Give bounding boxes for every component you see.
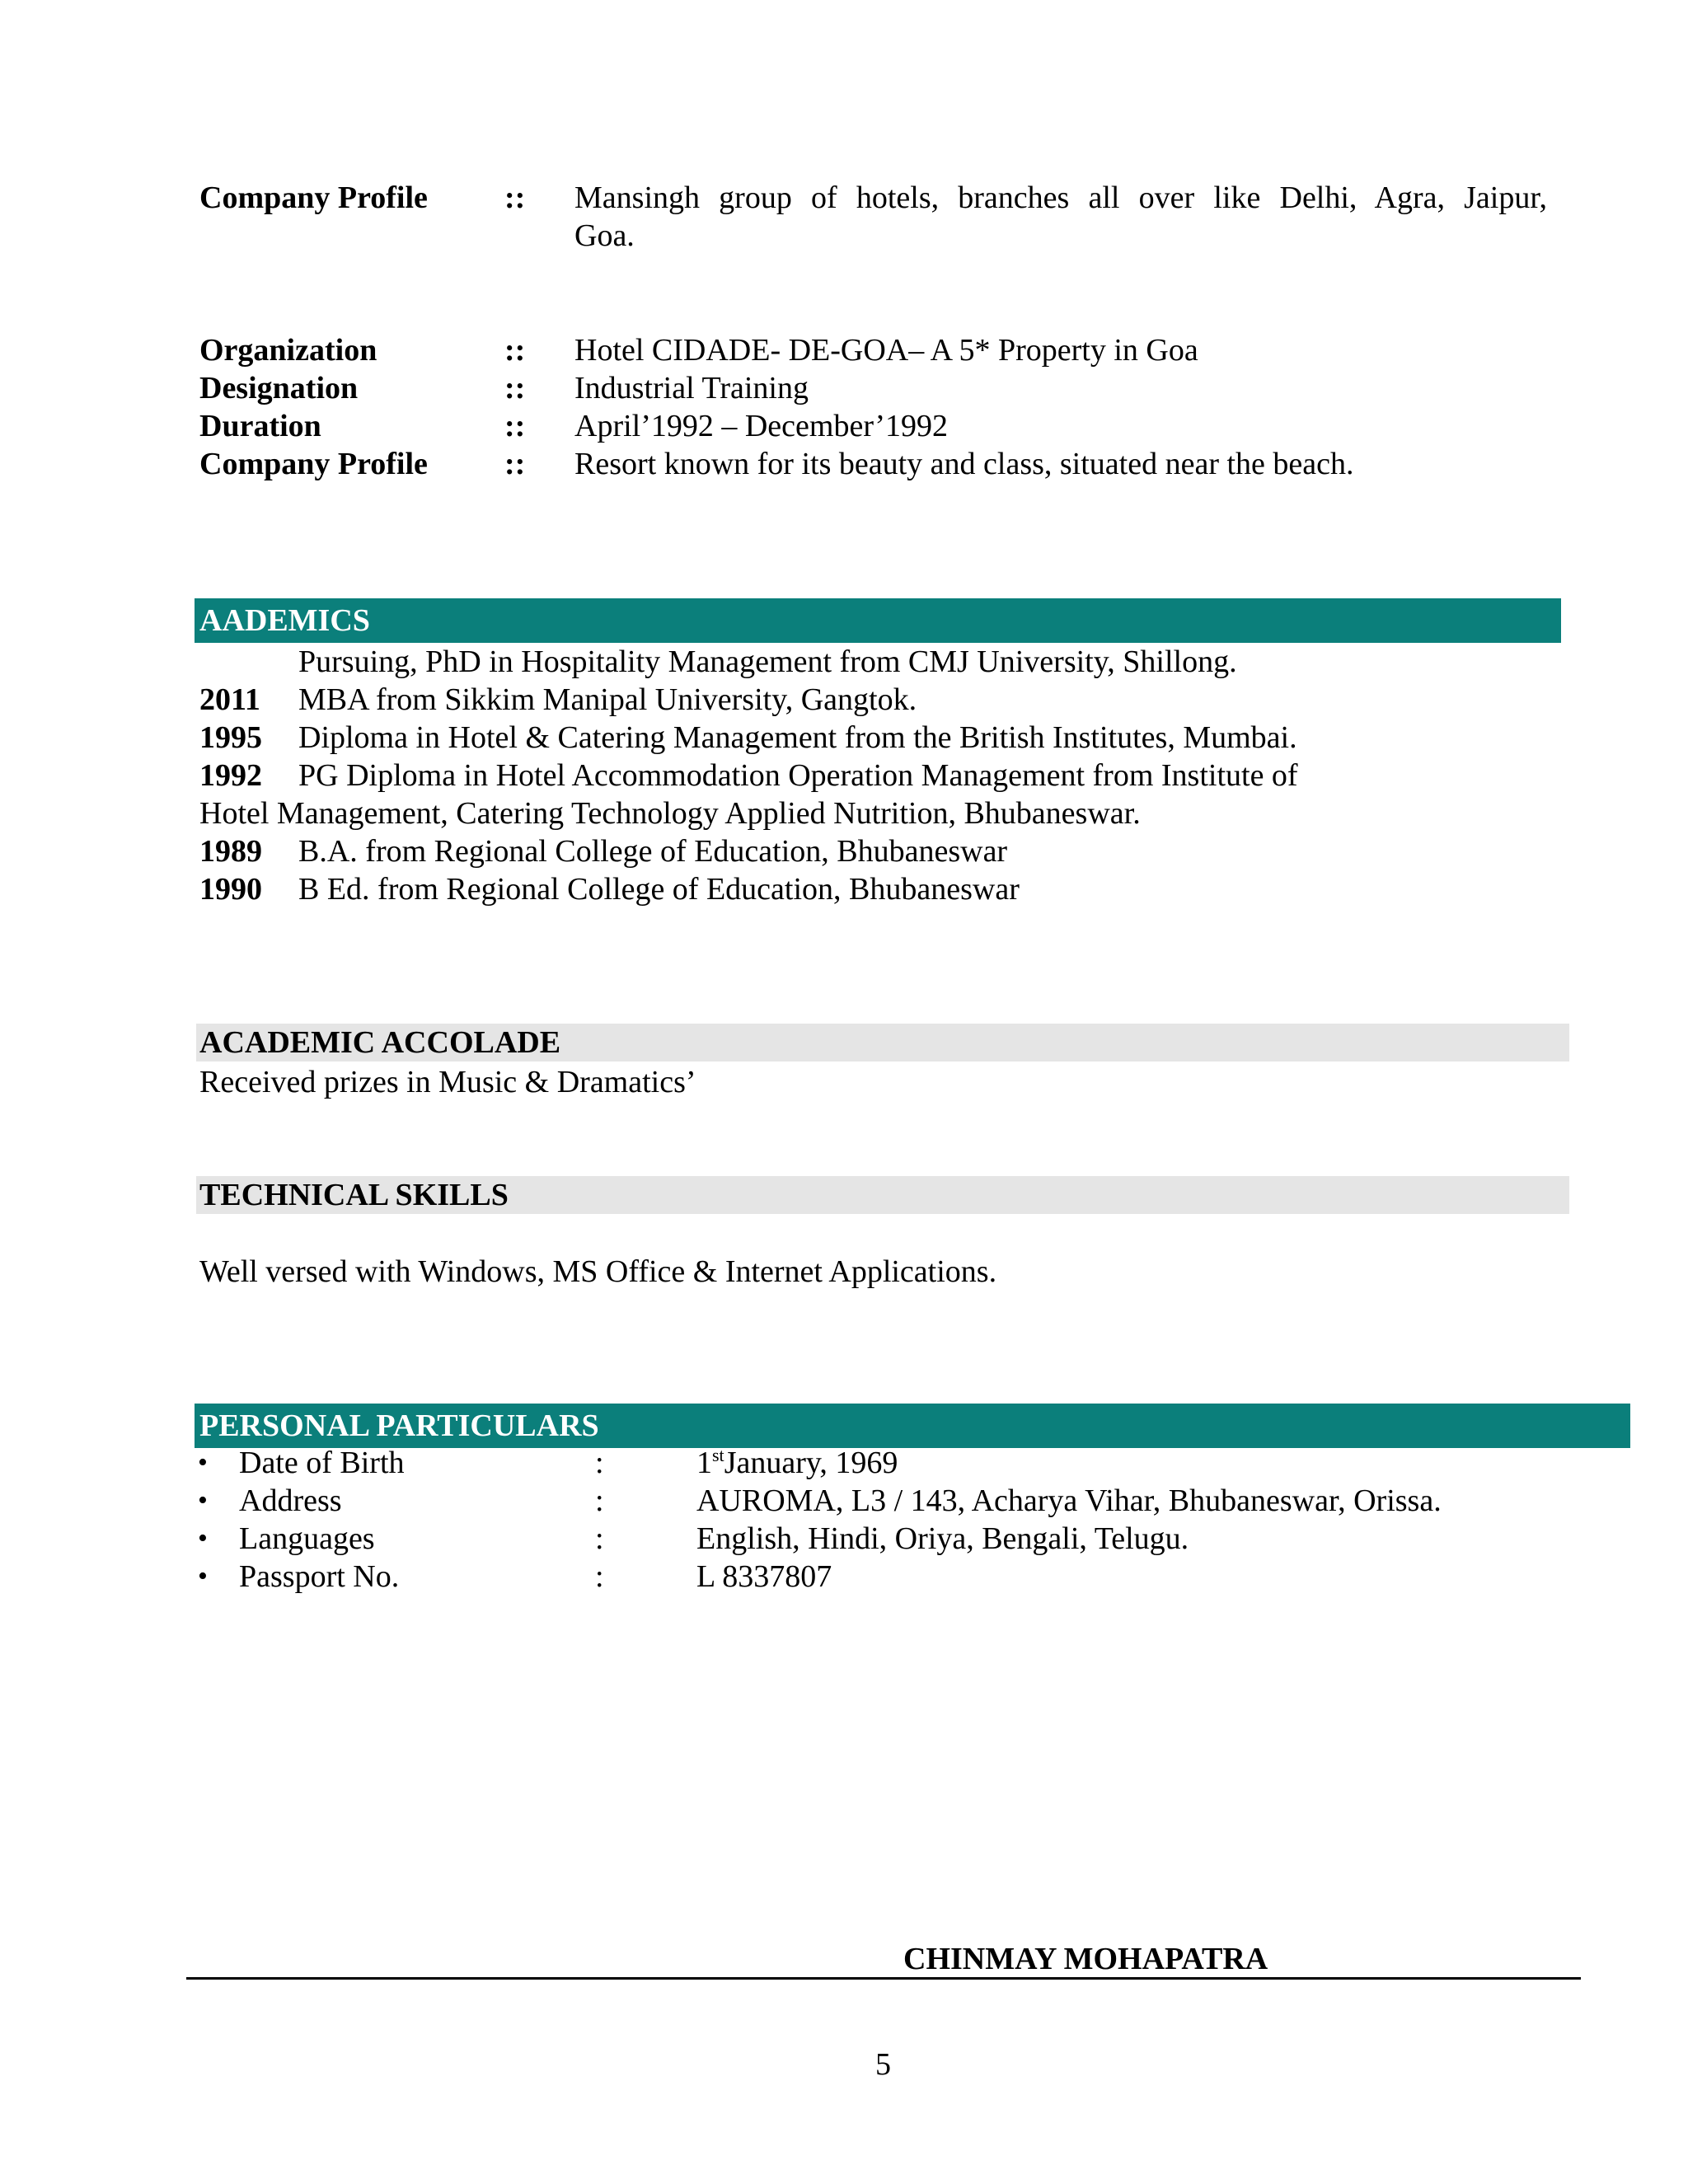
company-profile-value-line1: Mansingh group of hotels, branches all over like Delhi, Agra, Jaipur, [574,180,1547,215]
technical-skills-text: Well versed with Windows, MS Office & Internet Applications. [199,1254,997,1289]
languages-value: English, Hindi, Oriya, Bengali, Telugu. [696,1521,1189,1556]
passport-label: Passport No. [239,1559,400,1594]
bullet-icon: • [198,1485,208,1516]
organization-label: Organization [199,333,377,368]
accolade-text: Received prizes in Music & Dramatics’ [199,1065,696,1099]
bullet-icon: • [198,1561,208,1591]
designation-label: Designation [199,371,359,405]
bullet-icon: • [198,1447,208,1478]
separator: :: [504,447,526,481]
languages-label: Languages [239,1521,375,1556]
colon: : [595,1446,604,1480]
personal-particulars-heading: PERSONAL PARTICULARS [195,1404,1630,1448]
dob-rest: January, 1969 [724,1446,898,1480]
duration-value: April’1992 – December’1992 [574,409,949,443]
company-profile-label: Company Profile [199,447,428,481]
colon: : [595,1559,604,1594]
dob-label: Date of Birth [239,1446,405,1480]
academic-item-text: PG Diploma in Hotel Accommodation Operation Management from Institute of [298,758,1298,793]
academic-item-year: 1992 [199,758,262,793]
academic-item-year: 1989 [199,834,262,869]
footer-name: CHINMAY MOHAPATRA [903,1942,1268,1976]
company-profile-label: Company Profile [199,180,428,215]
bullet-icon: • [198,1523,208,1554]
dob-day: 1 [696,1446,712,1480]
designation-value: Industrial Training [574,371,809,405]
dob-suffix: st [712,1445,724,1465]
academic-item-year: 2011 [199,682,260,717]
company-profile-value: Resort known for its beauty and class, situated near the beach. [574,447,1354,481]
address-label: Address [239,1483,342,1518]
accolade-heading: ACADEMIC ACCOLADE [196,1024,1569,1062]
academic-item-text: B Ed. from Regional College of Education, Bhubaneswar [298,872,1020,907]
separator: :: [504,180,526,215]
academic-item-text: B.A. from Regional College of Education, Bhubaneswar [298,834,1008,869]
address-value: AUROMA, L3 / 143, Acharya Vihar, Bhubaneswar, Orissa. [696,1483,1442,1518]
academic-item-text: MBA from Sikkim Manipal University, Gangtok. [298,682,917,717]
academic-item-text: Diploma in Hotel & Catering Management from the British Institutes, Mumbai. [298,720,1297,755]
duration-label: Duration [199,409,321,443]
footer-rule [186,1977,1581,1980]
colon: : [595,1521,604,1556]
passport-value: L 8337807 [696,1559,832,1594]
separator: :: [504,333,526,368]
dob-value [696,1444,898,1482]
academic-item-year: 1990 [199,872,262,907]
page-number: 5 [875,2047,891,2082]
academic-item-text-continued: Hotel Management, Catering Technology Applied Nutrition, Bhubaneswar. [199,796,1141,831]
company-profile-value-line2: Goa. [574,218,635,253]
separator: :: [504,409,526,443]
academic-item-year: 1995 [199,720,262,755]
organization-value: Hotel CIDADE- DE-GOA– A 5* Property in Goa [574,333,1198,368]
technical-skills-heading: TECHNICAL SKILLS [196,1176,1569,1214]
academic-item-text: Pursuing, PhD in Hospitality Management from CMJ University, Shillong. [298,644,1237,679]
separator: :: [504,371,526,405]
colon: : [595,1483,604,1518]
academics-heading: AADEMICS [195,598,1561,643]
